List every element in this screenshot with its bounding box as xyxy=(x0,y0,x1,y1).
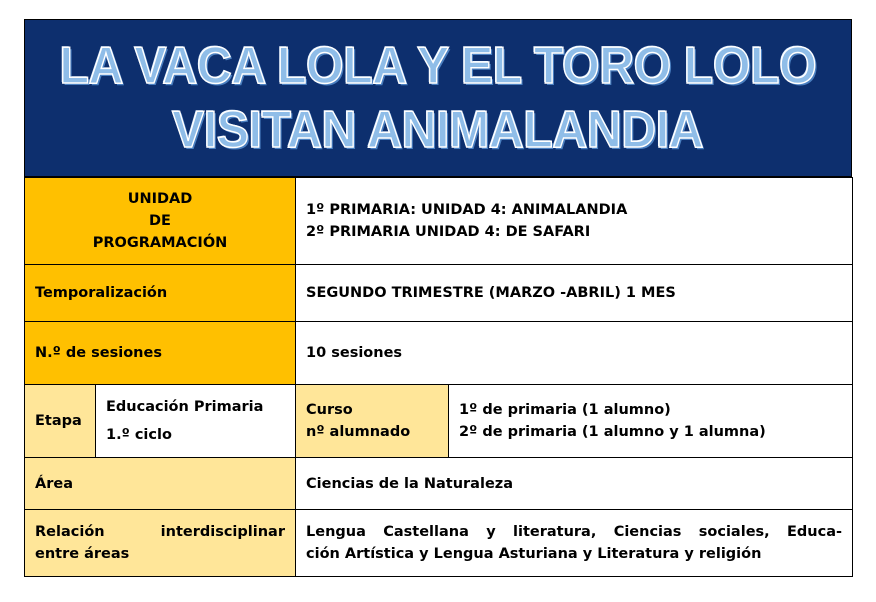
curso-label: Curso nº alumnado xyxy=(296,385,449,458)
temporalizacion-value: SEGUNDO TRIMESTRE (MARZO -ABRIL) 1 MES xyxy=(296,265,853,322)
title-banner xyxy=(24,19,852,177)
row-area xyxy=(25,458,853,510)
row-relacion xyxy=(25,510,853,577)
area-label: Área xyxy=(25,458,296,510)
relacion-label: Relación interdisciplinar entre áreas xyxy=(25,510,296,577)
row-temporalizacion xyxy=(25,265,853,322)
title-line-1: LA VACA LOLA Y EL TORO LOLO xyxy=(59,37,817,95)
unit-info-table xyxy=(24,177,853,577)
relacion-value: Lengua Castellana y literatura, Ciencias sociales, Educa- ción Artística y Lengua Asturiana y Literatura y religión xyxy=(296,510,853,577)
row-unidad xyxy=(25,178,853,265)
temporalizacion-label: Temporalización xyxy=(25,265,296,322)
title-line-2: VISITAN ANIMALANDIA xyxy=(172,101,704,159)
unidad-label: UNIDAD DE PROGRAMACIÓN xyxy=(25,178,296,265)
curso-value: 1º de primaria (1 alumno) 2º de primaria (1 alumno y 1 alumna) xyxy=(449,385,853,458)
sesiones-label: N.º de sesiones xyxy=(25,322,296,385)
programming-unit-sheet xyxy=(24,19,852,577)
unidad-value: 1º PRIMARIA: UNIDAD 4: ANIMALANDIA 2º PRIMARIA UNIDAD 4: DE SAFARI xyxy=(296,178,853,265)
row-sesiones xyxy=(25,322,853,385)
sesiones-value: 10 sesiones xyxy=(296,322,853,385)
etapa-label: Etapa xyxy=(25,385,96,458)
area-value: Ciencias de la Naturaleza xyxy=(296,458,853,510)
row-etapa-curso xyxy=(25,385,853,458)
etapa-value: Educación Primaria 1.º ciclo xyxy=(96,385,296,458)
